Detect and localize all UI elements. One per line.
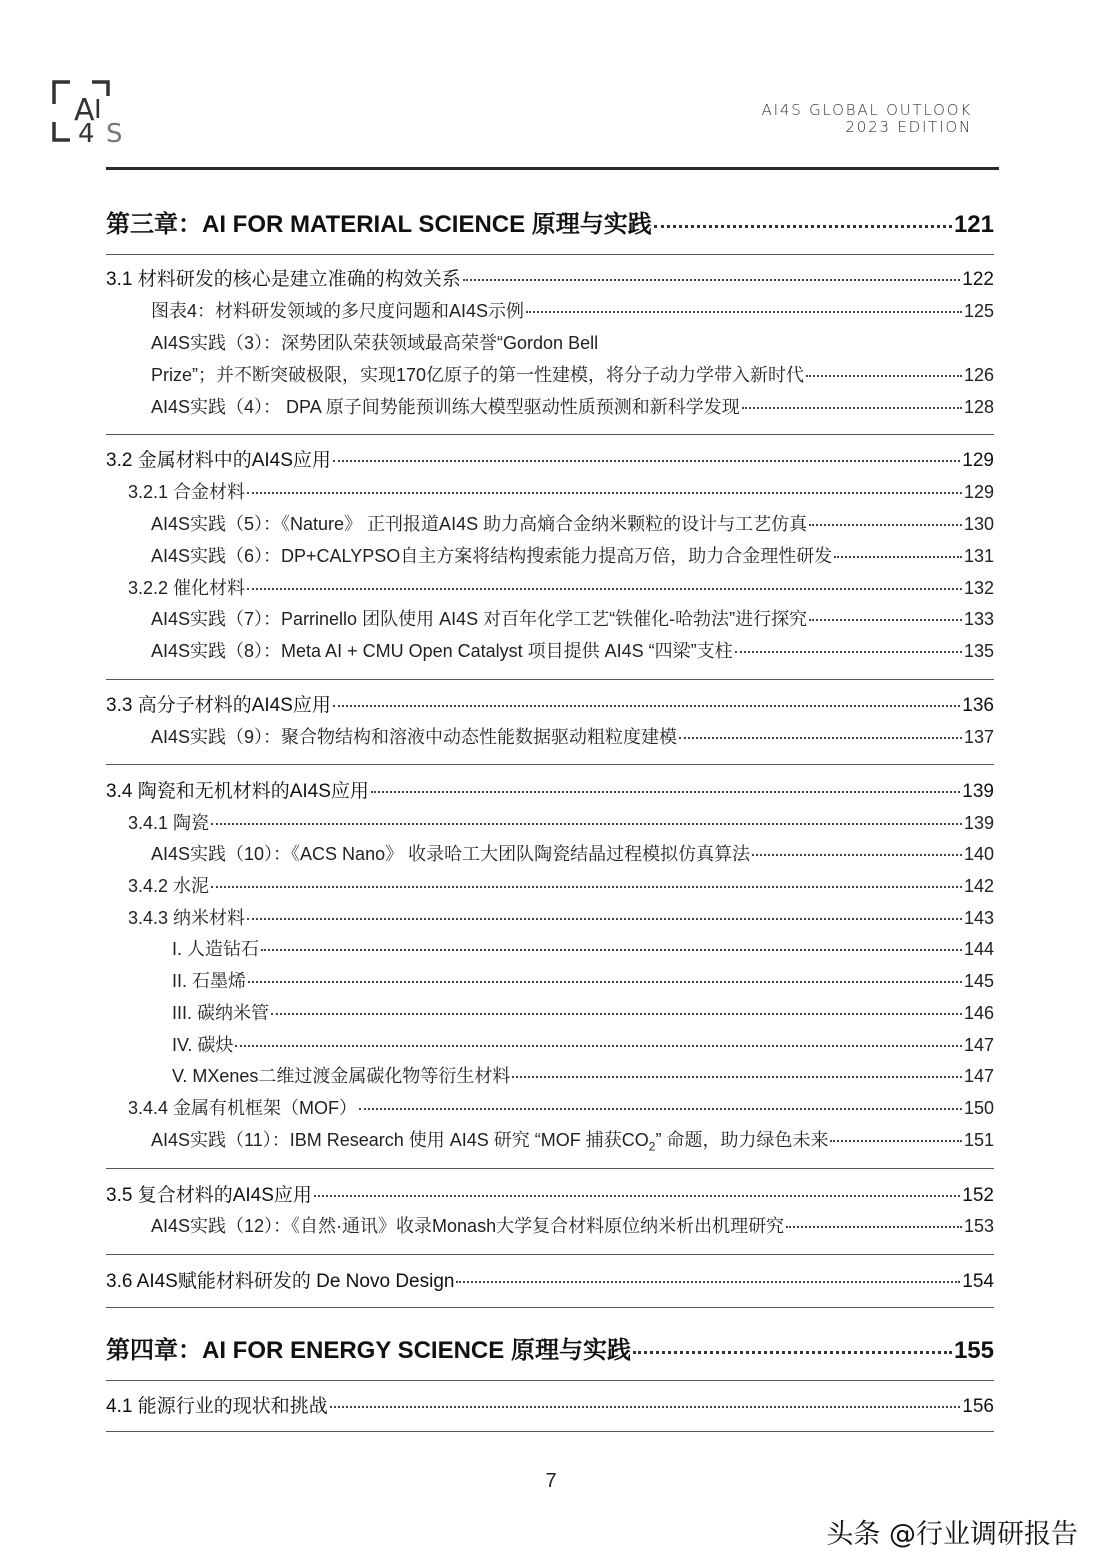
toc-entry-practice-11[interactable]: [151, 1126, 994, 1154]
toc-title: 第三章：AI FOR MATERIAL SCIENCE 原理与实践: [106, 211, 652, 238]
toc-title: AI4S实践（4）： DPA 原子间势能预训练大模型驱动性质预测和新科学发现: [151, 397, 740, 417]
leader-dots: [526, 311, 962, 313]
toc-entry-practice-8[interactable]: [151, 637, 994, 663]
toc-page: 129: [963, 482, 994, 502]
edition-line2: 2023 EDITION: [845, 118, 972, 136]
toc-page: 126: [963, 365, 994, 385]
toc-title: IV. 碳炔: [172, 1035, 234, 1055]
divider: [106, 679, 994, 680]
leader-dots: [679, 737, 962, 739]
toc-section-4-1[interactable]: [106, 1391, 994, 1418]
toc-title: 3.4.2 水泥: [128, 876, 210, 896]
toc-entry-practice-3-line1[interactable]: [151, 329, 994, 355]
leader-dots: [333, 460, 960, 462]
toc-subsection-3-4-4[interactable]: [128, 1094, 994, 1120]
toc-page: 122: [962, 269, 994, 290]
toc-title: 3.2 金属材料中的AI4S应用: [106, 450, 331, 471]
toc-entry-practice-4[interactable]: [151, 393, 994, 419]
toc-item-i[interactable]: [172, 935, 994, 961]
watermark-text: 头条 @行业调研报告: [826, 1519, 1078, 1550]
leader-dots: [271, 1013, 962, 1015]
svg-text:A: A: [74, 93, 95, 128]
leader-dots: [752, 854, 962, 856]
toc-title: 图表4：材料研发领域的多尺度问题和AI4S示例: [151, 301, 525, 321]
toc-title: AI4S实践（6）：DP+CALYPSO自主方案将结构搜索能力提高万倍，助力合金理性研发: [151, 546, 833, 566]
svg-text:I: I: [94, 95, 102, 125]
toc-title: AI4S实践（8）：Meta AI + CMU Open Catalyst 项目提供 AI4S “四梁”支柱: [151, 641, 733, 661]
ai4s-logo: [52, 78, 130, 144]
toc-section-3-3[interactable]: [106, 690, 994, 717]
toc-title: III. 碳纳米管: [172, 1003, 270, 1023]
leader-dots: [314, 1195, 960, 1197]
toc-page: 153: [963, 1216, 994, 1236]
leader-dots: [742, 407, 962, 409]
toc-page: 155: [953, 1337, 994, 1364]
toc-entry-practice-9[interactable]: [151, 723, 994, 749]
toc-title: AI4S实践（7）：Parrinello 团队使用 AI4S 对百年化学工艺“铁催化-哈勃法”进行探究: [151, 609, 808, 629]
toc-title: AI4S实践（3）：深势团队荣获领域最高荣誉“Gordon Bell: [151, 333, 599, 353]
toc-section-3-6[interactable]: [106, 1266, 994, 1293]
leader-dots: [261, 949, 962, 951]
leader-dots: [211, 823, 962, 825]
divider: [106, 1254, 994, 1255]
toc-title: 3.6 AI4S赋能材料研发的 De Novo Design: [106, 1271, 455, 1292]
toc-subsection-3-2-2[interactable]: [128, 574, 994, 600]
divider: [106, 1307, 994, 1308]
toc-entry-practice-7[interactable]: [151, 605, 994, 631]
leader-dots: [235, 1045, 962, 1047]
toc-subsection-3-2-1[interactable]: [128, 478, 994, 504]
leader-dots: [834, 556, 962, 558]
divider: [106, 434, 994, 435]
toc-title: AI4S实践（5）：《Nature》 正刊报道AI4S 助力高熵合金纳米颗粒的设计与工艺仿真: [151, 514, 808, 534]
toc-title: II. 石墨烯: [172, 971, 247, 991]
leader-dots: [247, 918, 962, 920]
leader-dots: [333, 705, 960, 707]
edition-line1: AI4S GLOBAL OUTLOOK: [761, 101, 972, 119]
divider: [106, 254, 994, 255]
leader-dots: [830, 1140, 962, 1142]
leader-dots: [786, 1226, 962, 1228]
toc-page: 147: [963, 1035, 994, 1055]
toc-title: 3.2.1 合金材料: [128, 482, 246, 502]
toc-title: 3.3 高分子材料的AI4S应用: [106, 695, 331, 716]
toc-entry-practice-5[interactable]: [151, 510, 994, 536]
svg-text:4: 4: [78, 119, 95, 144]
leader-dots: [809, 524, 962, 526]
leader-dots: [359, 1108, 962, 1110]
toc-page: 154: [962, 1271, 994, 1292]
divider: [106, 764, 994, 765]
toc-section-3-4[interactable]: [106, 776, 994, 803]
toc-title: 3.4.3 纳米材料: [128, 908, 246, 928]
divider: [106, 1168, 994, 1169]
leader-dots: [371, 791, 960, 793]
edition-label: [762, 102, 972, 136]
toc-title-tail: ” 命题，助力绿色未来: [655, 1130, 829, 1150]
toc-page: 140: [963, 844, 994, 864]
toc-entry-practice-6[interactable]: [151, 542, 994, 568]
toc-page: 139: [963, 813, 994, 833]
leader-dots: [654, 225, 952, 228]
leader-dots: [463, 279, 961, 281]
toc-entry-practice-12[interactable]: [151, 1212, 994, 1238]
toc-title: AI4S实践（12）：《自然·通讯》收录Monash大学复合材料原位纳米析出机理研究: [151, 1216, 785, 1236]
toc-page: 137: [963, 727, 994, 747]
toc-page: 145: [963, 971, 994, 991]
svg-text:S: S: [106, 119, 123, 144]
toc-title: 4.1 能源行业的现状和挑战: [106, 1396, 328, 1417]
leader-dots: [809, 619, 962, 621]
leader-dots: [211, 886, 962, 888]
toc-item-iv[interactable]: [172, 1031, 994, 1057]
toc-page: 144: [963, 939, 994, 959]
toc-item-v[interactable]: [172, 1062, 994, 1088]
toc-chapter-3[interactable]: [106, 204, 994, 239]
toc-title: 3.4 陶瓷和无机材料的AI4S应用: [106, 781, 369, 802]
toc-page: 133: [963, 609, 994, 629]
toc-title-group: [151, 1126, 828, 1154]
toc-subsection-3-4-1[interactable]: [128, 809, 994, 835]
toc-section-3-2[interactable]: [106, 445, 994, 472]
toc-page: 131: [963, 546, 994, 566]
toc-page: 136: [962, 695, 994, 716]
toc-entry-figure-4[interactable]: [151, 297, 994, 323]
toc-page: 121: [953, 211, 994, 238]
toc-section-3-5[interactable]: [106, 1180, 994, 1207]
leader-dots: [456, 1281, 960, 1283]
toc-title: 3.4.1 陶瓷: [128, 813, 210, 833]
divider: [106, 1380, 994, 1381]
toc-title: 3.2.2 催化材料: [128, 578, 246, 598]
toc-title: 3.1 材料研发的核心是建立准确的构效关系: [106, 269, 461, 290]
toc-title: I. 人造钻石: [172, 939, 260, 959]
leader-dots: [735, 651, 962, 653]
leader-dots: [633, 1351, 952, 1354]
toc-title: Prize”；并不断突破极限，实现170亿原子的第一性建模，将分子动力学带入新时代: [151, 365, 805, 385]
toc-page: 132: [963, 578, 994, 598]
toc-entry-practice-10[interactable]: [151, 840, 994, 866]
toc-title: 3.4.4 金属有机框架（MOF）: [128, 1098, 358, 1118]
toc-page: 152: [962, 1185, 994, 1206]
leader-dots: [247, 588, 962, 590]
toc-page: 150: [963, 1098, 994, 1118]
toc-title: 第四章：AI FOR ENERGY SCIENCE 原理与实践: [106, 1337, 631, 1364]
toc-page: 142: [963, 876, 994, 896]
toc-page: 147: [963, 1066, 994, 1086]
toc-title: AI4S实践（11）：IBM Research 使用 AI4S 研究 “MOF 捕获CO: [151, 1130, 649, 1150]
toc-page: 146: [963, 1003, 994, 1023]
toc-title: AI4S实践（9）：聚合物结构和溶液中动态性能数据驱动粗粒度建模: [151, 727, 678, 747]
toc-page: 128: [963, 397, 994, 417]
toc-title: V. MXenes二维过渡金属碳化物等衍生材料: [172, 1066, 511, 1086]
toc-subsection-3-4-3[interactable]: [128, 904, 994, 930]
toc-chapter-4[interactable]: [106, 1330, 994, 1365]
leader-dots: [248, 981, 962, 983]
toc-title-subscript: 2: [648, 1139, 656, 1154]
header-divider: [106, 167, 999, 170]
toc-subsection-3-4-2[interactable]: [128, 872, 994, 898]
toc-entry-practice-3-line2[interactable]: [151, 361, 994, 387]
divider: [106, 1431, 994, 1432]
leader-dots: [247, 492, 962, 494]
page-number: 7: [545, 1470, 557, 1492]
toc-page: 130: [963, 514, 994, 534]
leader-dots: [512, 1076, 962, 1078]
toc-page: 139: [962, 781, 994, 802]
toc-page: 129: [962, 450, 994, 471]
toc-page: 143: [963, 908, 994, 928]
toc-page: 135: [963, 641, 994, 661]
toc-section-3-1[interactable]: [106, 264, 994, 291]
toc-title: 3.5 复合材料的AI4S应用: [106, 1185, 312, 1206]
toc-page: 125: [963, 301, 994, 321]
toc-title: AI4S实践（10）：《ACS Nano》 收录哈工大团队陶瓷结晶过程模拟仿真算法: [151, 844, 751, 864]
toc-page: 151: [963, 1130, 994, 1150]
leader-dots: [806, 375, 962, 377]
leader-dots: [330, 1406, 961, 1408]
toc-page: 156: [962, 1396, 994, 1417]
toc-item-iii[interactable]: [172, 999, 994, 1025]
toc-item-ii[interactable]: [172, 967, 994, 993]
